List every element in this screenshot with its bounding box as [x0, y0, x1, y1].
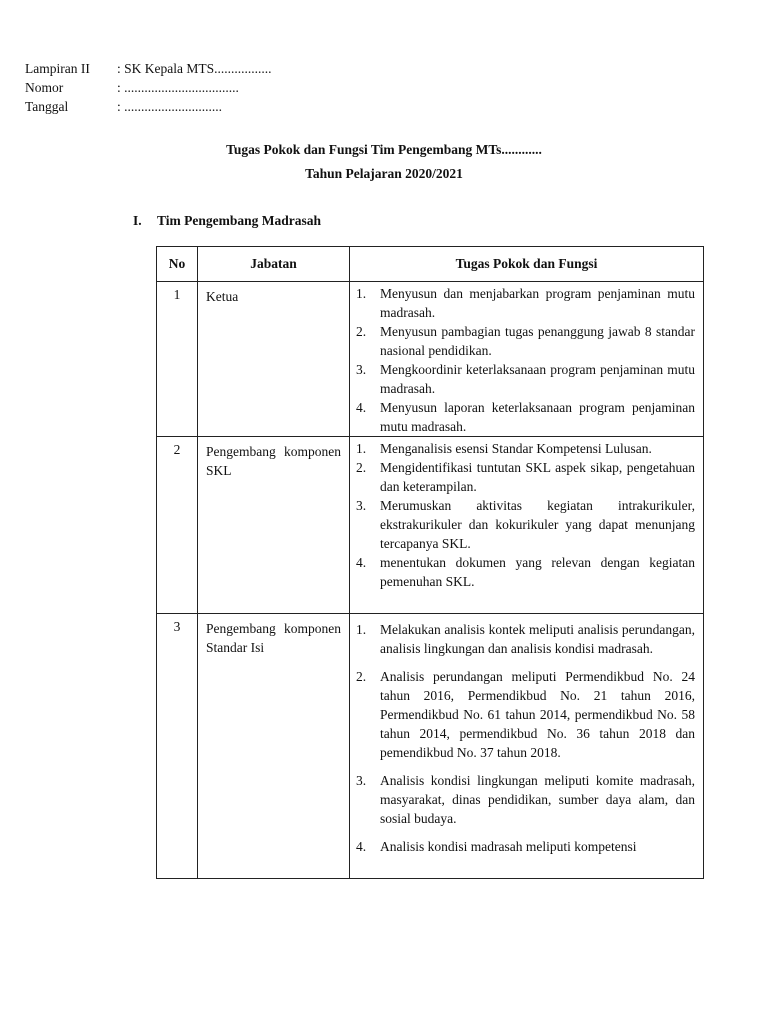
task-item [356, 398, 695, 436]
task-number: 4. [356, 839, 367, 854]
column-header-tugas: Tugas Pokok dan Fungsi [350, 247, 704, 282]
task-text: Mengkoordinir keterlaksanaan program penjaminan mutu madrasah. [380, 362, 695, 396]
document-subtitle: Tahun Pelajaran 2020/2021 [305, 166, 463, 181]
task-number: 2. [356, 324, 367, 339]
task-item [356, 322, 695, 360]
table-row [157, 437, 704, 614]
row-jabatan: Ketua [198, 282, 350, 437]
section-number: I. [133, 213, 142, 228]
task-text: Analisis perundangan meliputi Permendikbud No. 24 tahun 2016, Permendikbud No. 21 tahun 2016, Permendikbud No. 61 tahun 2014, permendikbud No. 58 tahun 2014, permendikbud No. 36 tahun 2018 dan pemendikbud No. 37 tahun 2018. [380, 669, 695, 760]
task-text: menentukan dokumen yang relevan dengan kegiatan pemenuhan SKL. [380, 555, 695, 589]
row-number: 2 [157, 437, 198, 614]
task-item [356, 458, 695, 496]
task-number: 1. [356, 441, 367, 456]
task-text: Menyusun dan menjabarkan program penjaminan mutu madrasah. [380, 286, 695, 320]
column-header-jabatan: Jabatan [198, 247, 350, 282]
task-number: 3. [356, 773, 367, 788]
task-number: 2. [356, 460, 367, 475]
task-item [356, 620, 695, 658]
task-number: 1. [356, 286, 367, 301]
task-number: 3. [356, 498, 367, 513]
section-heading [133, 213, 321, 229]
task-number: 3. [356, 362, 367, 377]
row-tugas [350, 437, 704, 614]
lampiran-label: Lampiran II [25, 61, 90, 76]
task-text: Mengidentifikasi tuntutan SKL aspek sikap, pengetahuan dan keterampilan. [380, 460, 695, 494]
table-row [157, 614, 704, 879]
task-item [356, 284, 695, 322]
table-row [157, 282, 704, 437]
task-list [356, 439, 695, 591]
table-header-row [157, 247, 704, 282]
task-item [356, 771, 695, 828]
task-number: 1. [356, 622, 367, 637]
column-header-no: No [157, 247, 198, 282]
tanggal-row [25, 97, 272, 116]
task-item [356, 553, 695, 591]
row-jabatan: Pengembang komponen Standar Isi [198, 614, 350, 879]
task-number: 2. [356, 669, 367, 684]
task-item [356, 360, 695, 398]
task-number: 4. [356, 555, 367, 570]
tanggal-value: : ............................. [117, 99, 223, 114]
task-number: 4. [356, 400, 367, 415]
task-text: Menganalisis esensi Standar Kompetensi Lulusan. [380, 441, 652, 456]
task-list [356, 284, 695, 436]
lampiran-value: : SK Kepala MTS................. [117, 61, 272, 76]
task-item [356, 439, 695, 458]
nomor-row [25, 78, 272, 97]
task-list [356, 620, 695, 856]
row-tugas [350, 614, 704, 879]
task-text: Menyusun laporan keterlaksanaan program penjaminan mutu madrasah. [380, 400, 695, 434]
row-number: 3 [157, 614, 198, 879]
duties-table [156, 246, 704, 879]
row-tugas [350, 282, 704, 437]
row-number: 1 [157, 282, 198, 437]
task-text: Merumuskan aktivitas kegiatan intrakurikuler, ekstrakurikuler dan kokurikuler yang dapat menunjang tercapanya SKL. [380, 498, 695, 551]
lampiran-row [25, 59, 272, 78]
tanggal-label: Tanggal [25, 99, 69, 114]
section-title: Tim Pengembang Madrasah [157, 213, 322, 228]
task-text: Analisis kondisi lingkungan meliputi komite madrasah, masyarakat, dinas pendidikan, sumber daya alam, dan sosial budaya. [380, 773, 695, 826]
nomor-label: Nomor [25, 80, 64, 95]
task-item [356, 667, 695, 762]
task-item [356, 496, 695, 553]
nomor-value: : .................................. [117, 80, 239, 95]
task-text: Analisis kondisi madrasah meliputi kompetensi [380, 839, 637, 854]
document-header-info [25, 59, 272, 116]
document-title: Tugas Pokok dan Fungsi Tim Pengembang MTs............ [226, 142, 542, 157]
task-item [356, 837, 695, 856]
row-jabatan: Pengembang komponen SKL [198, 437, 350, 614]
task-text: Menyusun pambagian tugas penanggung jawab 8 standar nasional pendidikan. [380, 324, 695, 358]
task-text: Melakukan analisis kontek meliputi analisis perundangan, analisis lingkungan dan analisis kondisi madrasah. [380, 622, 695, 656]
